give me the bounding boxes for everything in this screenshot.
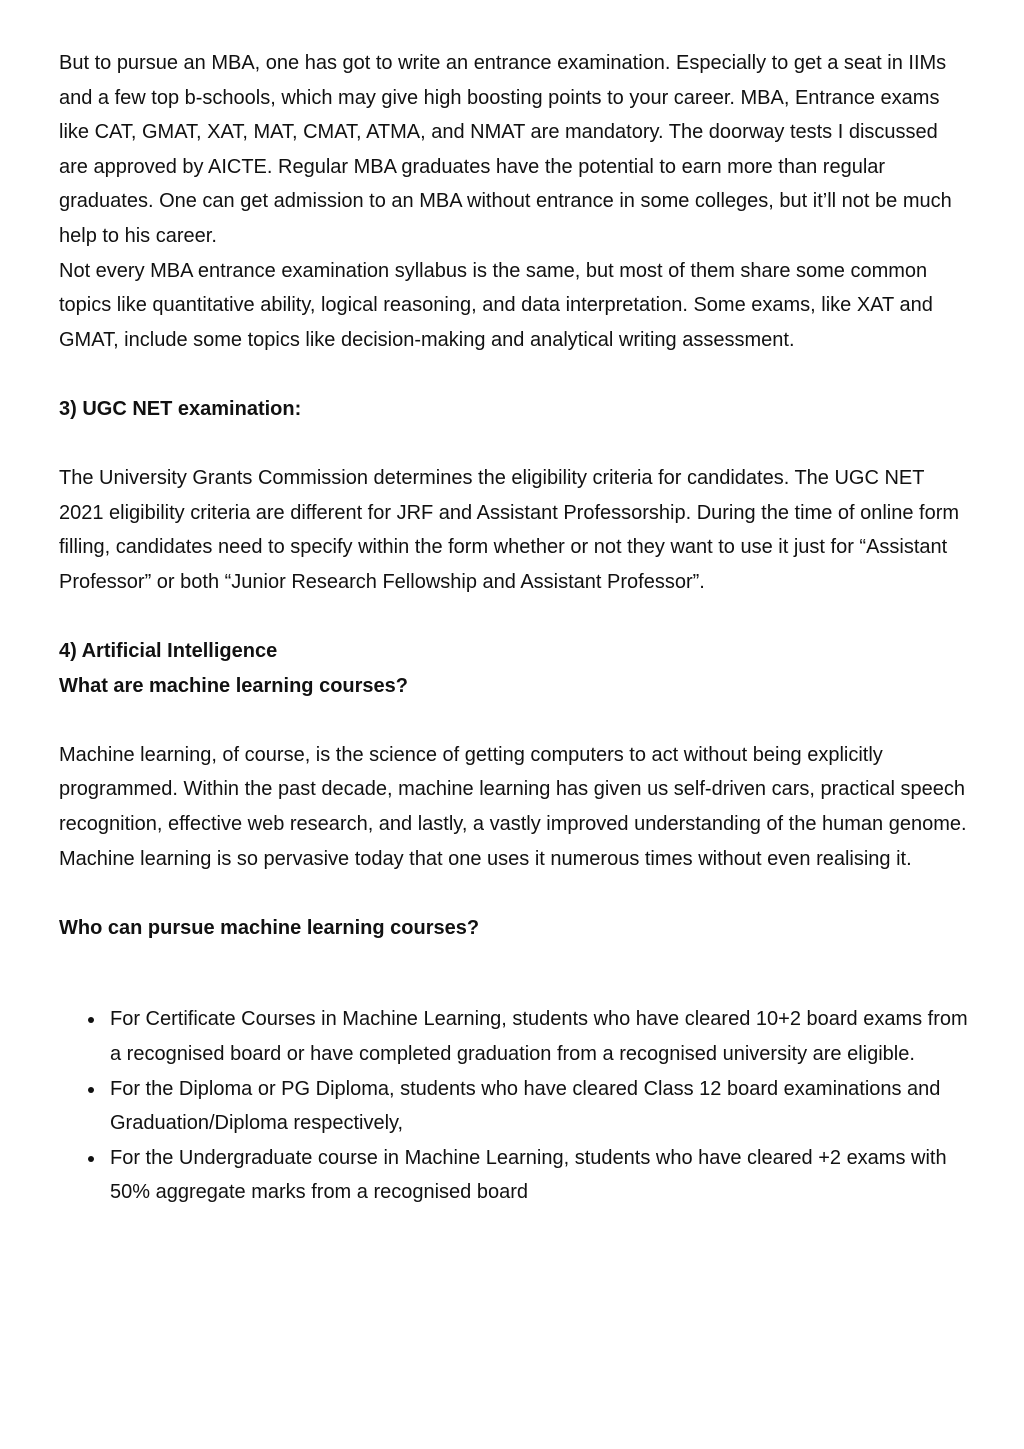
list-item-text: For the Undergraduate course in Machine Learning, students who have cleared +2 exams with 50% aggregate marks from a recognised board bbox=[110, 1146, 947, 1204]
list-item bbox=[110, 1141, 972, 1210]
list-item bbox=[110, 1072, 972, 1141]
list-item bbox=[110, 1002, 972, 1071]
spacer bbox=[59, 600, 971, 635]
spacer bbox=[59, 703, 971, 738]
ugc-net-heading: 3) UGC NET examination: bbox=[59, 397, 302, 420]
spacer bbox=[59, 427, 971, 462]
spacer bbox=[59, 876, 971, 911]
bullet-icon bbox=[88, 1017, 94, 1023]
eligibility-list bbox=[59, 1002, 972, 1210]
list-item-text: For the Diploma or PG Diploma, students who have cleared Class 12 board examinations and Graduation/Diploma respectively, bbox=[110, 1077, 941, 1135]
ai-heading: 4) Artificial Intelligence bbox=[59, 640, 278, 663]
bullet-icon bbox=[88, 1087, 94, 1093]
ml-courses-question: What are machine learning courses? bbox=[59, 674, 408, 697]
spacer bbox=[59, 945, 971, 1002]
ml-paragraph: Machine learning, of course, is the science of getting computers to act without being explicitly programmed. Within the past decade, machine learning has given us self-driven cars, practical speech recognition, effective web research, and lastly, a vastly improved understanding of the human genome. Machine learning is so pervasive today that one uses it numerous times without even realising it. bbox=[59, 743, 967, 870]
list-item-text: For Certificate Courses in Machine Learning, students who have cleared 10+2 board exams from a recognised board or have completed graduation from a recognised university are eligible. bbox=[110, 1008, 968, 1066]
bullet-icon bbox=[88, 1156, 94, 1162]
ugc-net-paragraph: The University Grants Commission determines the eligibility criteria for candidates. The UGC NET 2021 eligibility criteria are different for JRF and Assistant Professorship. During the time of online form filling, candidates need to specify within the form whether or not they want to use it just for “Assistant Professor” or both “Junior Research Fellowship and Assistant Professor”. bbox=[59, 467, 960, 593]
who-can-pursue-heading: Who can pursue machine learning courses? bbox=[59, 916, 480, 939]
mba-paragraph-1: But to pursue an MBA, one has got to write an entrance examination. Especially to get a seat in IIMs and a few top b-schools, which may give high boosting points to your career. MBA, Entrance exams like CAT, GMAT, XAT, MAT, CMAT, ATMA, and NMAT are mandatory. The doorway tests I discussed are approved by AICTE. Regular MBA graduates have the potential to earn more than regular graduates. One can get admission to an MBA without entrance in some colleges, but it’ll not be much help to his career. bbox=[59, 52, 952, 247]
document-body bbox=[59, 46, 971, 1002]
mba-paragraph-2: Not every MBA entrance examination syllabus is the same, but most of them share some common topics like quantitative ability, logical reasoning, and data interpretation. Some exams, like XAT and GMAT, include some topics like decision-making and analytical writing assessment. bbox=[59, 259, 933, 351]
spacer bbox=[59, 357, 971, 392]
